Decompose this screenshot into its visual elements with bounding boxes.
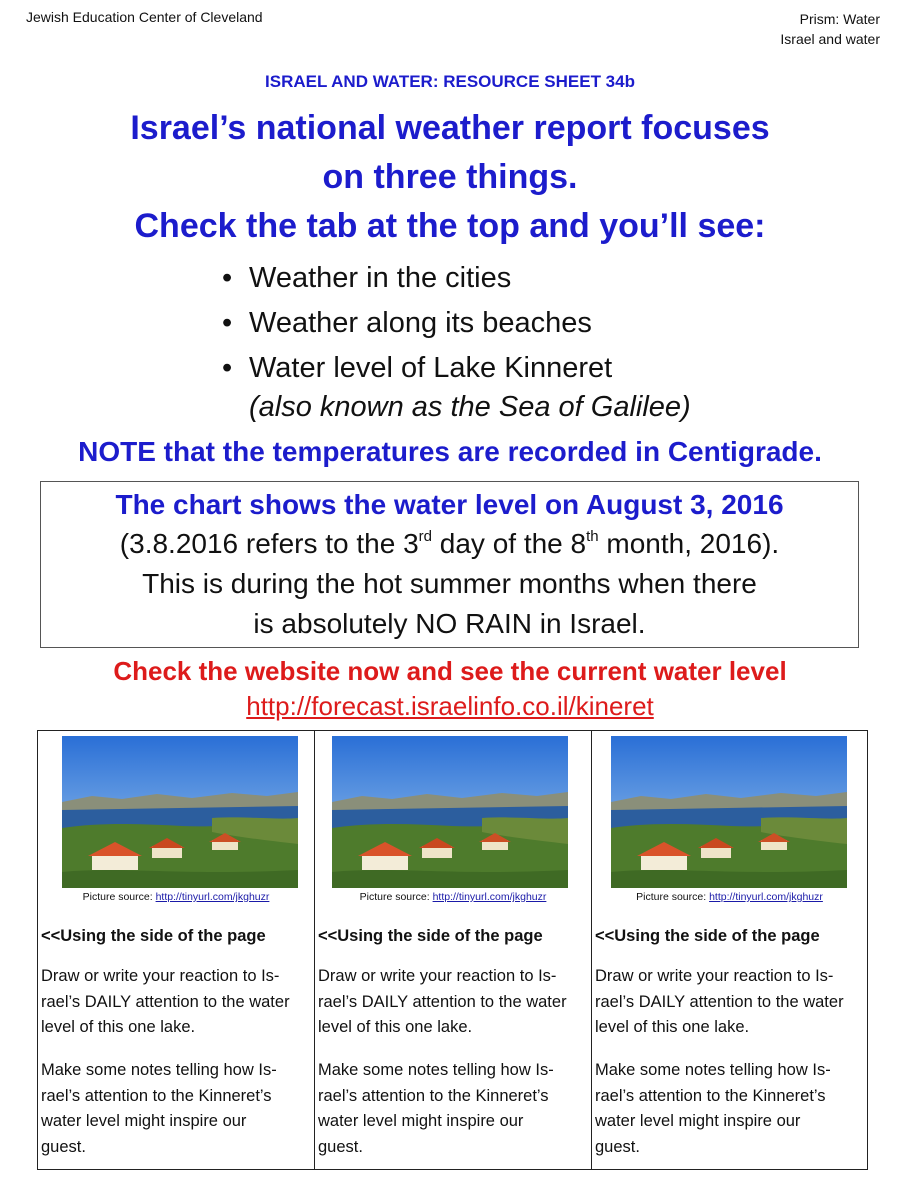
prism-line-2: Israel and water bbox=[780, 31, 880, 47]
caption-prefix: Picture source: bbox=[359, 891, 433, 903]
lake-kinneret-photo bbox=[62, 736, 298, 888]
picture-caption bbox=[592, 891, 867, 903]
date-explanation bbox=[41, 524, 858, 564]
ordinal-rd: rd bbox=[418, 528, 432, 545]
also-known-as: (also known as the Sea of Galilee) bbox=[249, 391, 691, 423]
caption-prefix: Picture source: bbox=[636, 891, 710, 903]
bullet-text: Water level of Lake Kinneret bbox=[249, 352, 613, 384]
notes-prompt bbox=[595, 1058, 831, 1160]
reaction-panel bbox=[314, 731, 591, 1169]
reaction-prompt bbox=[318, 964, 567, 1041]
bullet-item bbox=[222, 346, 612, 391]
prompt-line: guest. bbox=[41, 1137, 86, 1156]
prism-label bbox=[780, 9, 880, 49]
headline-line-2: on three things. bbox=[322, 158, 578, 196]
prompt-line: rael’s attention to the Kinneret’s bbox=[595, 1086, 826, 1105]
prompt-line: rael’s attention to the Kinneret’s bbox=[318, 1086, 549, 1105]
date-text-b: day of the 8 bbox=[432, 528, 587, 559]
picture-caption bbox=[38, 891, 314, 903]
prompt-line: guest. bbox=[595, 1137, 640, 1156]
lake-kinneret-photo bbox=[611, 736, 847, 888]
bullet-icon: • bbox=[222, 262, 233, 294]
prompt-line: water level might inspire our bbox=[595, 1112, 801, 1130]
headline bbox=[0, 104, 900, 251]
prompt-line: Draw or write your reaction to Is- bbox=[318, 967, 557, 985]
picture-source-link[interactable]: http://tinyurl.com/jkghuzr bbox=[432, 891, 547, 903]
reaction-panel bbox=[591, 731, 867, 1169]
prompt-line: Draw or write your reaction to Is- bbox=[595, 967, 834, 985]
bullet-icon: • bbox=[222, 352, 233, 384]
prompt-line: guest. bbox=[318, 1137, 363, 1156]
picture-source-link[interactable]: http://tinyurl.com/jkghuzr bbox=[155, 891, 270, 903]
reaction-prompt bbox=[41, 964, 290, 1041]
bullet-text: Weather along its beaches bbox=[249, 307, 592, 339]
instruction-heading: <<Using the side of the page bbox=[595, 927, 820, 945]
instruction-heading: <<Using the side of the page bbox=[41, 927, 266, 945]
centigrade-note: NOTE that the temperatures are recorded in Centigrade. bbox=[78, 436, 822, 467]
picture-source-link[interactable]: http://tinyurl.com/jkghuzr bbox=[709, 891, 823, 903]
kinneret-url-link[interactable]: http://forecast.israelinfo.co.il/kineret bbox=[246, 691, 654, 721]
caption-prefix: Picture source: bbox=[82, 891, 156, 903]
lake-kinneret-photo bbox=[332, 736, 568, 888]
instruction-heading: <<Using the side of the page bbox=[318, 927, 543, 945]
prompt-line: rael’s DAILY attention to the water bbox=[595, 992, 844, 1011]
prompt-line: Draw or write your reaction to Is- bbox=[41, 967, 280, 985]
prompt-line: rael’s attention to the Kinneret’s bbox=[41, 1086, 272, 1105]
ordinal-th: th bbox=[586, 528, 599, 545]
prompt-line: level of this one lake. bbox=[318, 1018, 473, 1036]
prompt-line: water level might inspire our bbox=[318, 1112, 524, 1130]
bullet-list bbox=[222, 256, 612, 391]
chart-info-box bbox=[40, 481, 859, 648]
picture-caption bbox=[315, 891, 591, 903]
bullet-item bbox=[222, 301, 612, 346]
reaction-panel bbox=[38, 731, 314, 1169]
org-name: Jewish Education Center of Cleveland bbox=[26, 9, 263, 25]
headline-line-1: Israel’s national weather report focuses bbox=[130, 109, 770, 147]
prompt-line: Make some notes telling how Is- bbox=[595, 1061, 831, 1079]
bullet-icon: • bbox=[222, 307, 233, 339]
bullet-text: Weather in the cities bbox=[249, 262, 512, 294]
notes-prompt bbox=[41, 1058, 277, 1160]
prompt-line: Make some notes telling how Is- bbox=[318, 1061, 554, 1079]
notes-prompt bbox=[318, 1058, 554, 1160]
summer-line: This is during the hot summer months when there bbox=[142, 568, 757, 599]
prompt-line: water level might inspire our bbox=[41, 1112, 247, 1130]
prompt-line: rael’s DAILY attention to the water bbox=[318, 992, 567, 1011]
prompt-line: level of this one lake. bbox=[41, 1018, 196, 1036]
date-text-c: month, 2016). bbox=[598, 528, 780, 559]
resource-sheet-label: ISRAEL AND WATER: RESOURCE SHEET 34b bbox=[265, 72, 635, 91]
bullet-item bbox=[222, 256, 612, 301]
prism-line-1: Prism: Water bbox=[799, 11, 880, 27]
prompt-line: level of this one lake. bbox=[595, 1018, 750, 1036]
check-website-text: Check the website now and see the current water level bbox=[113, 656, 787, 686]
prompt-line: Make some notes telling how Is- bbox=[41, 1061, 277, 1079]
date-text-a: (3.8.2016 refers to the 3 bbox=[119, 528, 419, 559]
reaction-prompt bbox=[595, 964, 844, 1041]
headline-line-3: Check the tab at the top and you’ll see: bbox=[134, 207, 766, 245]
chart-box-title: The chart shows the water level on August 3, 2016 bbox=[115, 489, 784, 520]
prompt-line: rael’s DAILY attention to the water bbox=[41, 992, 290, 1011]
no-rain-line: is absolutely NO RAIN in Israel. bbox=[253, 608, 646, 639]
reaction-panels bbox=[37, 730, 868, 1170]
